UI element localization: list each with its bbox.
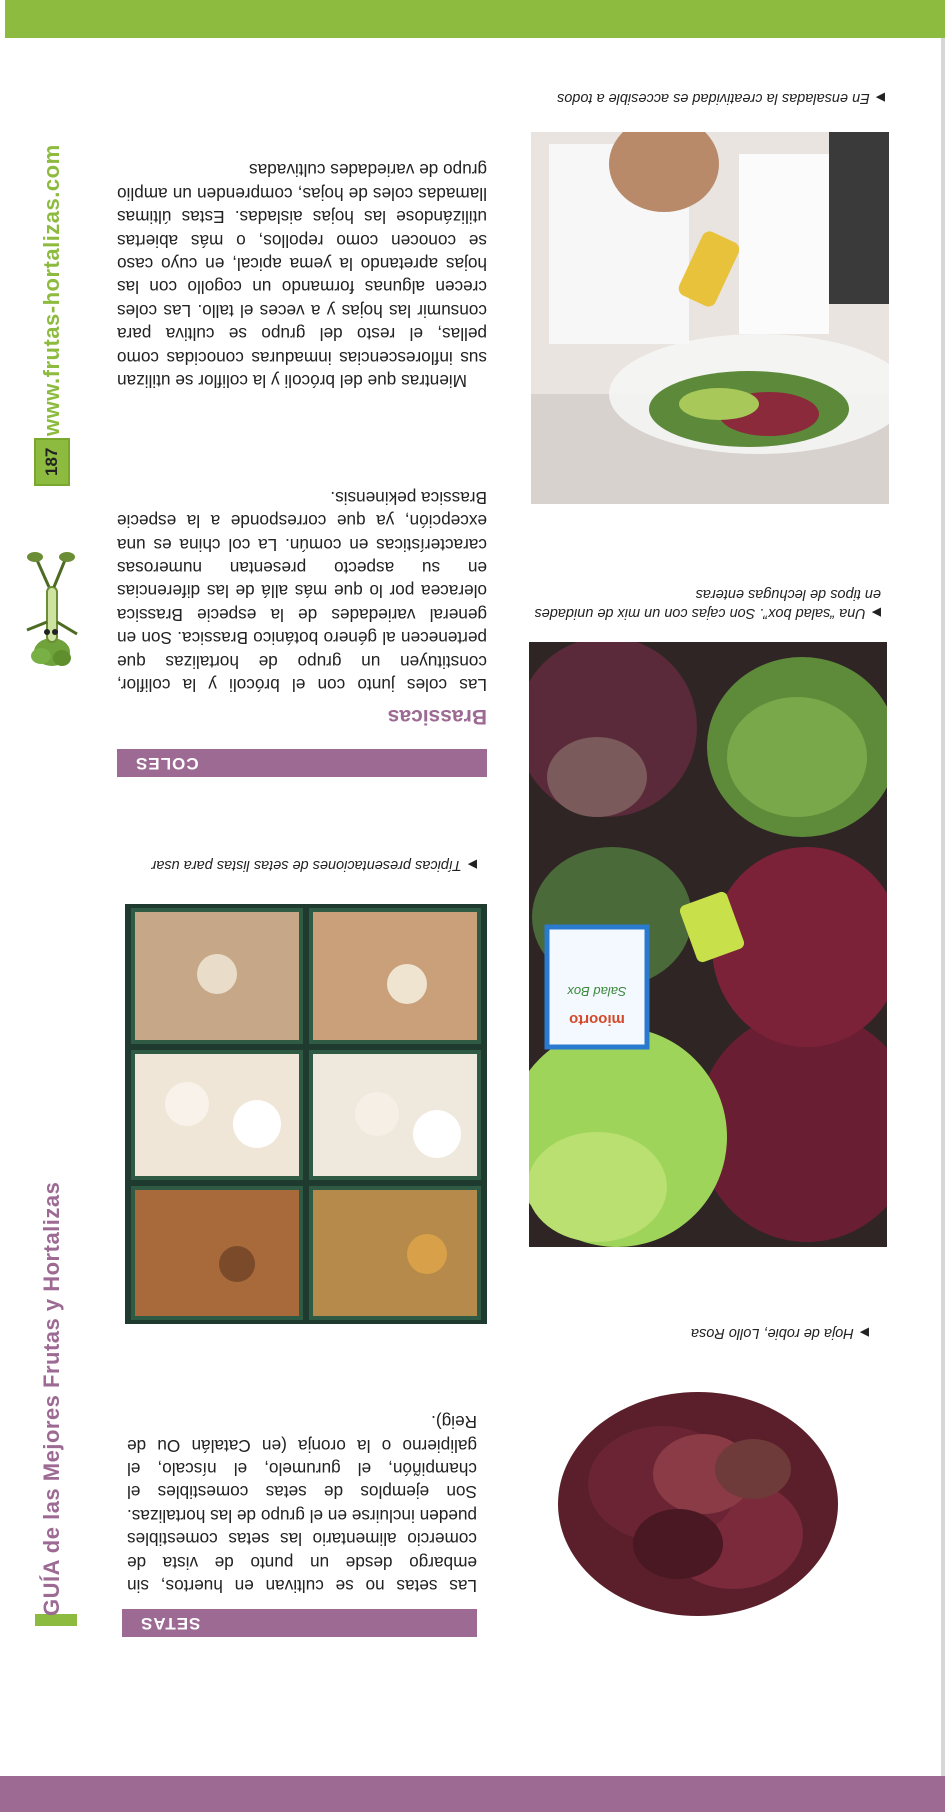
- box-line: Salad Box: [567, 984, 627, 999]
- coles-body-2: Mientras que del brócoli y la coliflor se utilizan sus inflorescencias inmaduras conocidas como pellas, el resto del grupo se cultiva para consumir las hojas y a veces el tallo. Las coles crecen algunas formando un cogollo con las hojas apretando la yema apical, en cuyo caso se conocen como repollos, o más abiertas utilizándose las hojas aisladas. Estas últimas llamadas coles de hojas, comprenden un amplio grupo de variedades cultivadas: [117, 160, 487, 391]
- mascot-illustration: [17, 542, 87, 672]
- left-rule: [941, 38, 945, 1776]
- website-url: www.frutas-hortalizas.com: [39, 144, 64, 436]
- caption-triangle-icon: ▶: [467, 858, 477, 872]
- guide-title: GUÍA de las Mejores Frutas y Hortalizas: [39, 1181, 64, 1616]
- coles-header: COLES: [117, 749, 487, 777]
- page-number: 187: [34, 438, 70, 486]
- lollo-caption: [549, 1323, 869, 1342]
- creativity-caption-text: En ensaladas la creatividad es accesible a todos: [557, 90, 870, 106]
- salad-box-caption: [531, 584, 881, 622]
- creativity-caption: [525, 88, 885, 107]
- salad-box-caption-text: Una “salad box”. Son cajas con un mix de unidades en tipos de lechugas enteras: [534, 586, 881, 621]
- mushroom-caption-text: Típicas presentaciones de setas listas para usar: [151, 857, 462, 873]
- mushroom-caption: [137, 855, 477, 874]
- box-brand: mioorto: [569, 1011, 625, 1028]
- salad-box-image: [529, 642, 887, 1247]
- lollo-rosa-image: [543, 1364, 853, 1644]
- side-strip: [23, 38, 83, 1776]
- lollo-caption-text: Hoja de robie, Lollo Rosa: [690, 1325, 854, 1341]
- setas-header: SETAS: [122, 1609, 477, 1637]
- coles-body-1: Las coles junto con el brócoli y la coliflor, constituyen un grupo de hortalizas que pertenecen al género botánico Brassica. Son en general variedades de la especie Brassica oleracea por lo que más allá de las diferencias en su aspecto presentan numerosas características en común. La col china es una excepción, ya que corresponde a la especie Brassica pekinensis.: [117, 487, 487, 695]
- caption-triangle-icon: ▶: [859, 1326, 869, 1340]
- mushroom-image: [125, 904, 487, 1324]
- bottom-green-bar: [5, 0, 945, 38]
- creativity-image: [531, 132, 889, 504]
- caption-triangle-icon: ▶: [871, 606, 881, 620]
- top-purple-bar: [0, 1776, 945, 1812]
- coles-subheading: Brassicas: [387, 705, 487, 728]
- setas-body: Las setas no se cultivan en huertos, sin embargo desde un punto de vista de comercio alimentario las setas comestibles pueden incluirse en el grupo de las hortalizas. Son ejemplos de setas comestibles el champiñón, el gurumelo, el níscalo, el galipierno o la oronja (en Catalán Ou de Reig).: [127, 1412, 477, 1596]
- caption-triangle-icon: ▶: [875, 91, 885, 105]
